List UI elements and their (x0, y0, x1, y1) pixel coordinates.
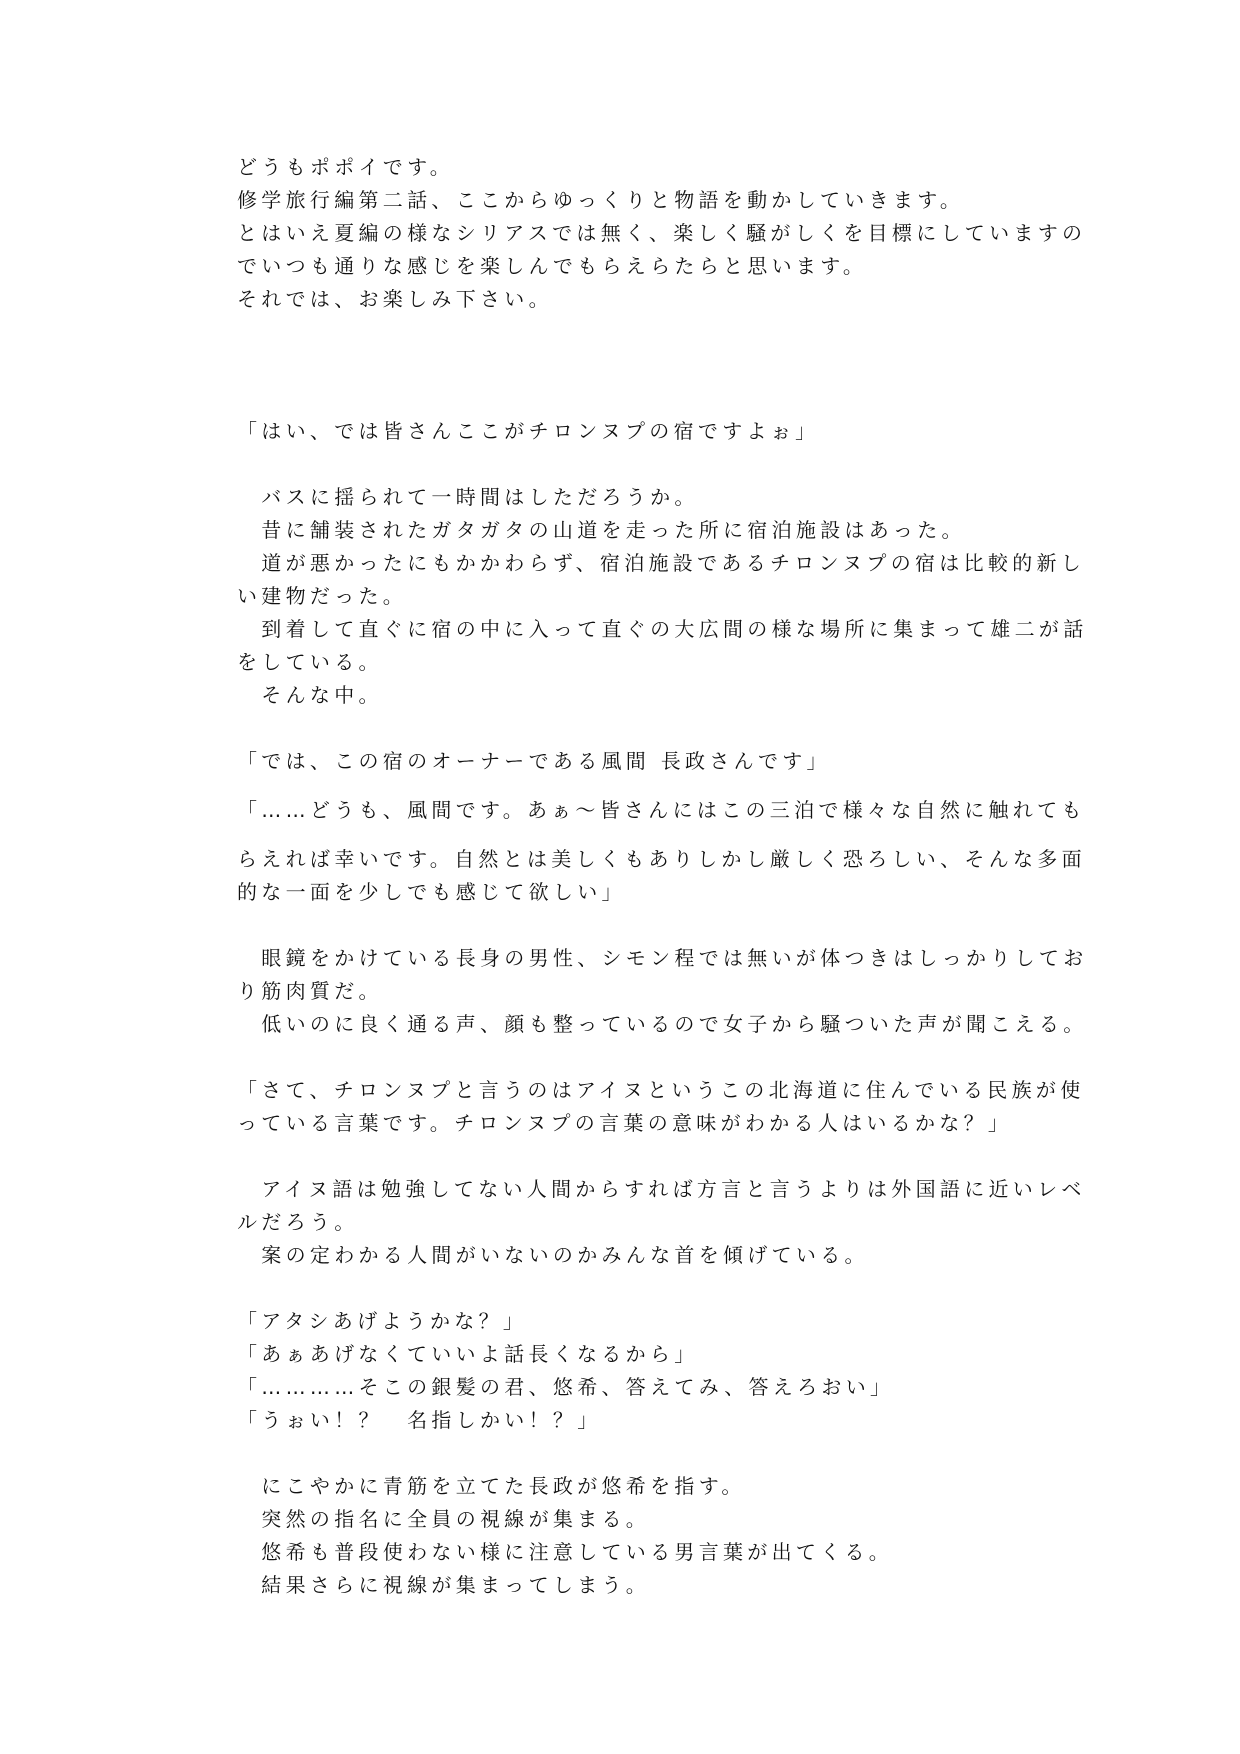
text-line: 悠希も普段使わない様に注意している男言葉が出てくる。 (237, 1540, 894, 1564)
text-line: ルだろう。 (237, 1210, 359, 1234)
text-line: い建物だった。 (237, 584, 408, 608)
text-line: そんな中。 (237, 683, 383, 707)
text-line: をしている。 (237, 650, 383, 674)
text-line: 結果さらに視線が集まってしまう。 (237, 1573, 651, 1597)
text-line: でいつも通りな感じを楽しんでもらえらたらと思います。 (237, 254, 868, 278)
text-line: 到着して直ぐに宿の中に入って直ぐの大広間の様な場所に集まって雄二が話 (237, 617, 1088, 641)
dialogue-line: らえれば幸いです。自然とは美しくもありしかし厳しく恐ろしい、そんな多面 (237, 847, 1086, 871)
dialogue-line: 「うぉい！？ 名指しかい！？」 (237, 1408, 602, 1432)
text-line: バスに揺られて一時間はしただろうか。 (237, 485, 699, 509)
dialogue-line: っている言葉です。チロンヌプの言葉の意味がわかる人はいるかな？」 (237, 1111, 1013, 1135)
text-line: 昔に舗装されたガタガタの山道を走った所に宿泊施設はあった。 (237, 518, 966, 542)
text-line: にこやかに青筋を立てた長政が悠希を指す。 (237, 1474, 746, 1498)
text-line: それでは、お楽しみ下さい。 (237, 287, 553, 311)
dialogue-line: 「…………そこの銀髪の君、悠希、答えてみ、答えろおい」 (237, 1375, 895, 1399)
dialogue-line: 的な一面を少しでも感じて欲しい」 (237, 880, 626, 904)
text-line: 眼鏡をかけている長身の男性、シモン程では無いが体つきはしっかりしてお (237, 946, 1088, 970)
dialogue-line: 「さて、チロンヌプと言うのはアイヌというこの北海道に住んでいる民族が使 (237, 1078, 1085, 1102)
text-line: り筋肉質だ。 (237, 979, 383, 1003)
text-line: 低いのに良く通る声、顔も整っているので女子から騒ついた声が聞こえる。 (237, 1012, 1088, 1036)
dialogue-line: 「あぁあげなくていいよ話長くなるから」 (237, 1342, 699, 1366)
text-line: 修学旅行編第二話、ここからゆっくりと物語を動かしていきます。 (237, 188, 965, 212)
text-line: アイヌ語は勉強してない人間からすれば方言と言うよりは外国語に近いレベ (237, 1177, 1086, 1201)
text-line: とはいえ夏編の様なシリアスでは無く、楽しく騒がしくを目標にしていますの (237, 221, 1087, 245)
text-line: 突然の指名に全員の視線が集まる。 (237, 1507, 651, 1531)
text-line: 案の定わかる人間がいないのかみんな首を傾げている。 (237, 1243, 869, 1267)
dialogue-line: 「……どうも、風間です。あぁ〜皆さんにはこの三泊で様々な自然に触れても (237, 798, 1086, 822)
text-line: 道が悪かったにもかかわらず、宿泊施設であるチロンヌプの宿は比較的新し (237, 551, 1086, 575)
dialogue-line: 「では、この宿のオーナーである風間 長政さんです」 (237, 749, 831, 773)
text-line: どうもポポイです。 (237, 155, 455, 179)
dialogue-line: 「アタシあげようかな？」 (237, 1309, 528, 1333)
dialogue-line: 「はい、では皆さんここがチロンヌプの宿ですよぉ」 (237, 419, 820, 443)
